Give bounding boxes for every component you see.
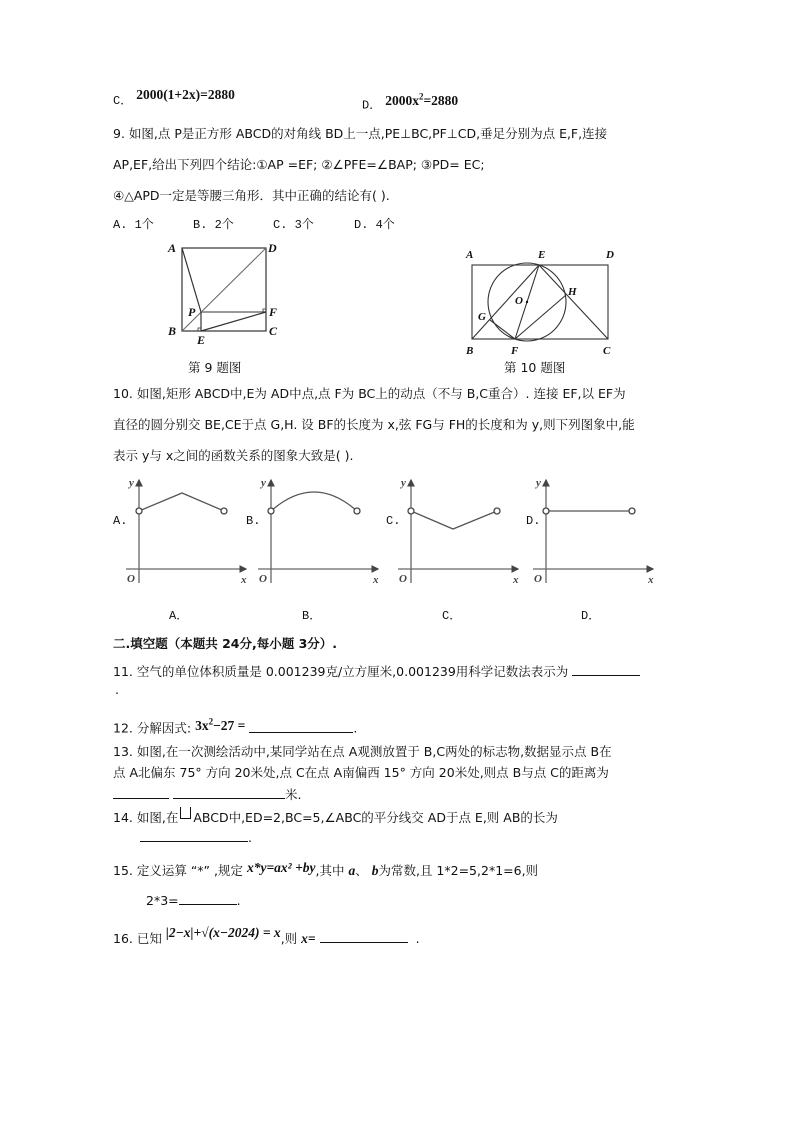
q15-suffix: 为常数,且 1*2=5,2*1=6,则 <box>378 863 539 878</box>
q11-tail: . <box>115 682 119 697</box>
q15-sep: 、 <box>355 863 368 878</box>
parallelogram-icon <box>180 807 191 819</box>
fig9-label-c: C <box>269 324 278 338</box>
graph-c-bottom-label: C． <box>442 609 462 623</box>
q11 <box>113 663 640 680</box>
graph-b-x-label: x <box>373 574 379 586</box>
q9-line-2: AP,EF,给出下列四个结论:①AP =EF; ②∠PFE=∠BAP; ③PD= EC; <box>113 157 485 172</box>
q12-answer-blank[interactable] <box>249 720 353 733</box>
figure-9-square-diagram <box>160 235 300 347</box>
graph-b-bottom-label: B． <box>302 609 322 623</box>
q8-d-eq-exponent: 2 <box>418 91 424 101</box>
fig9-label-e: E <box>197 333 206 347</box>
fig9-label-d: D <box>268 241 277 255</box>
fig10-label-b: B <box>466 345 474 357</box>
q12-tail: . <box>353 720 358 736</box>
fig10-label-f: F <box>511 345 519 357</box>
q15-var-b: b <box>371 863 379 878</box>
graph-d-x-label: x <box>648 574 654 586</box>
q12-expr-base: 3x <box>195 717 209 733</box>
q11-answer-blank[interactable] <box>572 663 640 676</box>
q15-line2-text: 2*3= <box>146 893 179 908</box>
q10-line-2: 直径的圆分别交 BE,CE于点 G,H. 设 BF的长度为 x,弦 FG与 FH的长度和为 y,则下列图象中,能 <box>113 417 635 432</box>
q15-answer-blank[interactable] <box>179 892 237 905</box>
graph-c-y-label: y <box>401 477 406 489</box>
graph-c-x-label: x <box>513 574 519 586</box>
graph-b <box>258 480 378 583</box>
q14-prefix: 14. 如图,在 <box>113 810 179 825</box>
q9-line-1: 9. 如图,点 P是正方形 ABCD的对角线 BD上一点,PE⊥BC,PF⊥CD,垂足分别为点 E,F,连接 <box>113 126 608 141</box>
q8-option-d <box>362 92 458 114</box>
graph-d-side-label: D. <box>526 514 541 528</box>
q14-line-1 <box>113 810 558 826</box>
q8-option-c-equation: 2000(1+2x)=2880 <box>136 87 235 102</box>
q9-option-c: C. 3个 <box>273 218 314 232</box>
q13-line-2: 点 A北偏东 75° 方向 20米处,点 C在点 A南偏西 15° 方向 20米处,则点 B与点 C的距离为 <box>113 765 609 780</box>
fig10-label-g: G <box>478 311 486 323</box>
q10-line-1: 10. 如图,矩形 ABCD中,E为 AD中点,点 F为 BC上的动点（不与 B,C重合）. 连接 EF,以 EF为 <box>113 386 626 401</box>
fig10-label-h: H <box>568 286 577 298</box>
graph-d <box>533 480 653 583</box>
q13-answer-blank-2[interactable] <box>173 786 285 799</box>
q14-tail: . <box>248 830 252 845</box>
q14-line-2 <box>140 829 252 846</box>
q15-expression: x*y=ax² +by <box>246 860 316 875</box>
graph-a-bottom-label: A． <box>169 609 189 623</box>
q15-var-a: a <box>348 863 356 878</box>
q8-d-eq-rhs: =2880 <box>423 92 459 108</box>
q12 <box>113 716 357 737</box>
fig9-label-f: F <box>269 305 278 319</box>
q9-option-d: D. 4个 <box>354 218 395 232</box>
q8-option-d-label: D． <box>362 98 382 113</box>
fig10-label-e: E <box>538 249 546 261</box>
fig9-label-p: P <box>188 305 196 319</box>
fig10-label-a: A <box>466 249 474 261</box>
graph-b-origin-label: O <box>259 573 267 585</box>
graph-a-side-label: A. <box>113 514 128 528</box>
q13-line-1: 13. 如图,在一次测绘活动中,某同学站在点 A观测放置于 B,C两处的标志物,数据显示点 B在 <box>113 744 612 759</box>
q14-answer-blank[interactable] <box>140 829 248 842</box>
graph-a <box>126 480 246 583</box>
q14-suffix: ABCD中,ED=2,BC=5,∠ABC的平分线交 AD于点 E,则 AB的长为 <box>193 810 558 825</box>
q16-prefix: 16. 已知 <box>113 931 162 946</box>
q10-line-3: 表示 y与 x之间的函数关系的图象大致是( ). <box>113 448 354 463</box>
q16-variable: x= <box>301 931 316 946</box>
q15-prefix: 15. 定义运算 “*” ,规定 <box>113 863 243 878</box>
q13-line-3 <box>113 786 301 803</box>
graph-a-origin-label: O <box>127 573 135 585</box>
q16-expression: |2−x|+√(x−2024) = x <box>165 925 281 940</box>
graph-c <box>398 480 518 583</box>
graph-c-origin-label: O <box>399 573 407 585</box>
q10-graphs <box>100 470 680 590</box>
q15-line-1 <box>113 860 539 879</box>
section-2-title: 二.填空题（本题共 24分,每小题 3分）. <box>113 636 338 651</box>
q12-expr-rhs: −27 = <box>213 717 246 733</box>
figure-9-caption: 第 9 题图 <box>188 360 242 375</box>
q11-text: 11. 空气的单位体积质量是 0.001239克/立方厘米,0.001239用科学记数法表示为 <box>113 664 569 679</box>
figure-10-caption: 第 10 题图 <box>504 360 566 375</box>
q15-tail: . <box>236 893 241 908</box>
q8-option-d-equation <box>385 93 458 108</box>
q12-expr-exponent: 2 <box>208 716 214 726</box>
figure-10-rectangle-circle-diagram <box>455 245 625 360</box>
graph-d-origin-label: O <box>534 573 542 585</box>
q8-d-eq-base: 2000x <box>385 92 419 108</box>
q12-expression <box>195 718 245 733</box>
graph-a-y-label: y <box>129 477 134 489</box>
graph-b-side-label: B. <box>246 514 261 528</box>
fig10-label-d: D <box>606 249 614 261</box>
q16-mid: ,则 <box>280 931 298 946</box>
graph-a-x-label: x <box>241 574 247 586</box>
q9-line-3: ④△APD一定是等腰三角形．其中正确的结论有( ). <box>113 188 390 203</box>
q13-answer-blank-1[interactable] <box>113 786 169 799</box>
q16-answer-blank[interactable] <box>320 930 408 943</box>
graph-b-y-label: y <box>261 477 266 489</box>
q8-option-c <box>113 87 235 109</box>
fig9-label-a: A <box>168 241 177 255</box>
graph-d-y-label: y <box>536 477 541 489</box>
q9-option-b: B. 2个 <box>193 218 234 232</box>
q15-line-2 <box>146 892 241 909</box>
q15-mid: ,其中 <box>315 863 345 878</box>
q16-tail: . <box>415 931 420 946</box>
q8-option-c-label: C． <box>113 94 133 108</box>
graph-c-side-label: C. <box>386 514 401 528</box>
q9-option-a: A. 1个 <box>113 218 154 232</box>
fig10-label-o: O <box>515 295 523 307</box>
q12-prefix: 12. 分解因式: <box>113 720 192 736</box>
q13-unit: 米. <box>284 787 302 802</box>
fig10-label-c: C <box>603 345 611 357</box>
fig9-label-b: B <box>168 324 177 338</box>
graph-d-bottom-label: D． <box>581 609 601 623</box>
q16 <box>113 925 420 947</box>
